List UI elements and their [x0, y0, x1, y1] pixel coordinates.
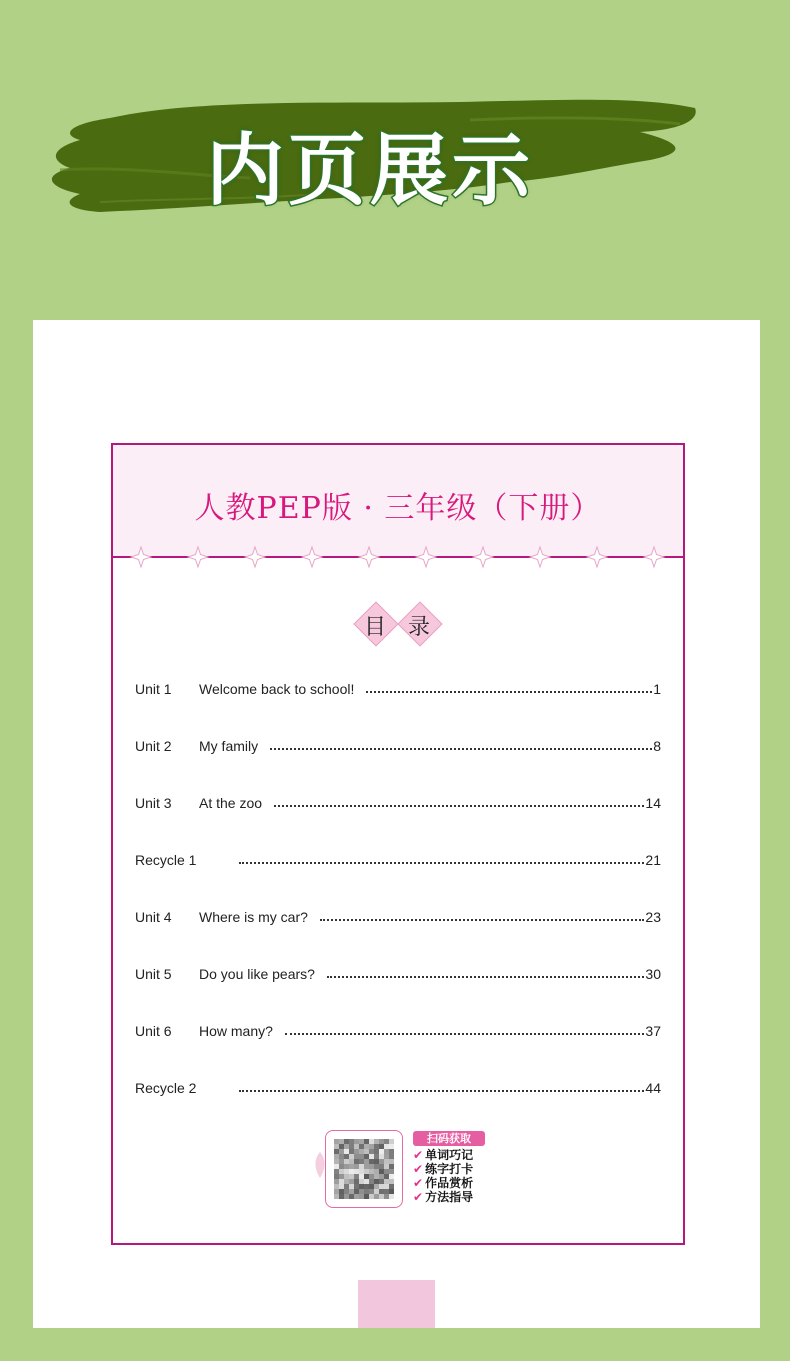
toc-row[interactable]: [135, 1015, 661, 1039]
star-icon: [587, 547, 607, 567]
banner: [40, 90, 700, 220]
star-divider: [113, 545, 683, 569]
toc-leader-dots: [366, 691, 652, 693]
toc-unit-label: Unit 6: [135, 1023, 172, 1039]
toc-leader-dots: [239, 1090, 644, 1092]
check-icon: ✔: [413, 1162, 424, 1176]
toc-title: My family: [199, 738, 259, 754]
toc-heading-char-1: 目: [363, 615, 386, 640]
toc-leader-dots: [327, 976, 644, 978]
toc-row[interactable]: [135, 730, 661, 754]
star-icon: [530, 547, 550, 567]
star-icon: [302, 547, 322, 567]
toc-unit-label: Unit 1: [135, 681, 172, 697]
qr-card[interactable]: [325, 1130, 403, 1208]
check-icon: ✔: [413, 1190, 424, 1204]
feature-item: [413, 1176, 503, 1190]
star-icon: [131, 547, 151, 567]
toc-title: Where is my car?: [199, 909, 308, 925]
toc-leader-dots: [239, 862, 644, 864]
page-header-title: 人教PEP版 · 三年级（下册）: [194, 491, 602, 526]
toc-row[interactable]: [135, 673, 661, 697]
toc-leader-dots: [320, 919, 645, 921]
feature-item: [413, 1148, 503, 1162]
banner-title: 内页展示: [205, 126, 534, 216]
toc-heading-char-2: 录: [407, 615, 430, 640]
toc-page-number: 1: [653, 681, 661, 697]
star-icon: [473, 547, 493, 567]
star-icon: [416, 547, 436, 567]
check-icon: ✔: [413, 1176, 424, 1190]
toc-row[interactable]: [135, 844, 661, 868]
star-icon: [359, 547, 379, 567]
toc-page-number: 23: [645, 909, 661, 925]
star-icon: [644, 547, 664, 567]
feature-label: 单词巧记: [425, 1148, 474, 1162]
toc-unit-label: Unit 4: [135, 909, 172, 925]
toc-leader-dots: [274, 805, 644, 807]
toc-page-number: 30: [645, 966, 661, 982]
toc-title: Welcome back to school!: [199, 681, 355, 697]
toc-unit-label: Unit 5: [135, 966, 172, 982]
toc-leader-dots: [285, 1033, 645, 1035]
toc-heading: [353, 600, 443, 648]
book-page: [111, 443, 685, 1245]
toc-leader-dots: [270, 748, 652, 750]
toc-page-number: 21: [645, 852, 661, 868]
toc-unit-label: Recycle 1: [135, 852, 197, 868]
toc-unit-label: Unit 2: [135, 738, 172, 754]
feature-label: 作品赏析: [425, 1176, 474, 1190]
toc-title: At the zoo: [199, 795, 263, 811]
toc-title: How many?: [199, 1023, 273, 1039]
toc-page-number: 14: [645, 795, 661, 811]
toc-row[interactable]: [135, 901, 661, 925]
star-icon: [245, 547, 265, 567]
toc-unit-label: Recycle 2: [135, 1080, 197, 1096]
toc-row[interactable]: [135, 958, 661, 982]
toc-page-number: 37: [645, 1023, 661, 1039]
feature-label: 练字打卡: [425, 1162, 474, 1176]
decorative-pink-block: [358, 1280, 435, 1328]
feature-label: 方法指导: [425, 1190, 474, 1204]
toc-unit-label: Unit 3: [135, 795, 172, 811]
page-sheet: [33, 320, 760, 1328]
toc-row[interactable]: [135, 1072, 661, 1096]
page-header: [113, 445, 683, 557]
scan-badge: 扫码获取: [413, 1131, 485, 1146]
qr-code-icon: [334, 1139, 394, 1199]
star-icon: [188, 547, 208, 567]
toc-row[interactable]: [135, 787, 661, 811]
toc-page-number: 44: [645, 1080, 661, 1096]
feature-item: [413, 1190, 503, 1204]
toc-page-number: 8: [653, 738, 661, 754]
check-icon: ✔: [413, 1148, 424, 1162]
toc-title: Do you like pears?: [199, 966, 315, 982]
feature-item: [413, 1162, 503, 1176]
